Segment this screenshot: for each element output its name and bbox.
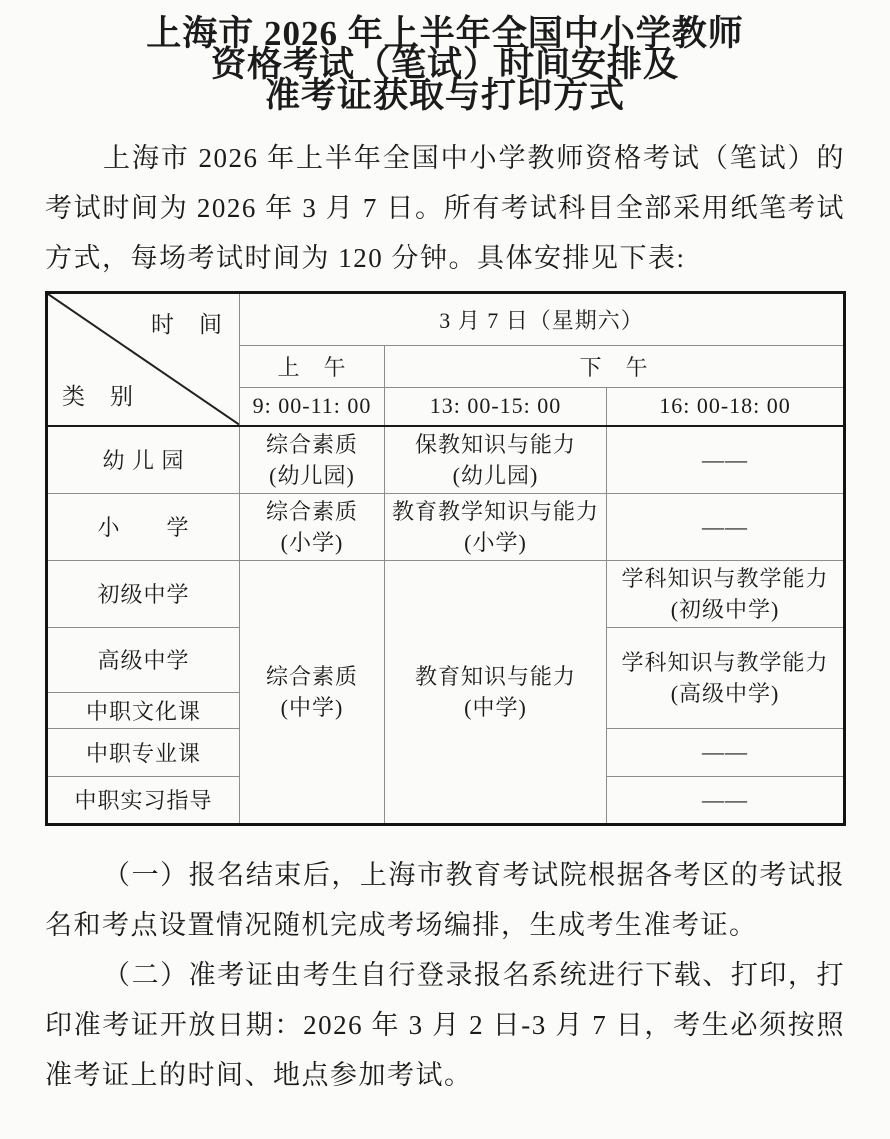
notes-section	[45, 850, 845, 1100]
subject-cell-secondary-afternoon	[385, 560, 607, 824]
category-cell-senior-high: 高级中学	[47, 627, 240, 692]
category-cell-junior-high: 初级中学	[47, 560, 240, 627]
document-title	[45, 14, 845, 115]
subject-name: 学科知识与教学能力	[621, 649, 829, 675]
subject-name: 综合素质	[265, 431, 358, 457]
subject-level: (初级中学)	[670, 596, 780, 622]
exam-schedule-table	[45, 291, 846, 826]
subject-level: (幼儿园)	[269, 462, 355, 488]
dash-cell: ——	[607, 426, 845, 494]
note-paragraph-2: （二）准考证由考生自行登录报名系统进行下载、打印，打印准考证开放日期：2026 年 3 月 2 日-3 月 7 日，考生必须按照准考证上的时间、地点参加考试。	[45, 959, 845, 1090]
subject-level: (小学)	[280, 529, 344, 555]
category-cell-vocational-specialty: 中职专业课	[47, 728, 240, 776]
subject-level: (中学)	[464, 694, 527, 720]
subject-cell-secondary-morning	[240, 560, 385, 824]
morning-header-cell: 上 午	[240, 346, 385, 388]
subject-name: 综合素质	[265, 498, 358, 524]
subject-cell-kindergarten-afternoon	[385, 426, 607, 494]
subject-name: 综合素质	[265, 663, 358, 689]
subject-name: 教育教学知识与能力	[391, 498, 599, 524]
intro-paragraph: 上海市 2026 年上半年全国中小学教师资格考试（笔试）的考试时间为 2026 年 3 月 7 日。所有考试科目全部采用纸笔考试方式，每场考试时间为 120 分钟。具体安排见下表:	[45, 143, 845, 273]
subject-level: (幼儿园)	[452, 462, 539, 488]
note-paragraph-1: （一）报名结束后，上海市教育考试院根据各考区的考试报名和考点设置情况随机完成考场编排，生成考生准考证。	[45, 859, 845, 940]
afternoon-header-cell: 下 午	[385, 346, 845, 388]
time-slot-afternoon-1: 13: 00-15: 00	[385, 388, 607, 426]
time-slot-afternoon-2: 16: 00-18: 00	[607, 388, 845, 426]
subject-name: 学科知识与教学能力	[621, 565, 829, 591]
corner-time-label: 时 间	[151, 312, 223, 337]
category-cell-vocational-culture: 中职文化课	[47, 692, 240, 728]
category-cell-primary: 小 学	[47, 493, 240, 560]
subject-cell-primary-afternoon	[385, 493, 607, 560]
subject-name: 教育知识与能力	[414, 663, 576, 689]
subject-cell-senior-high-late	[607, 627, 845, 728]
corner-header-cell	[47, 293, 240, 426]
category-cell-kindergarten: 幼 儿 园	[47, 426, 240, 494]
title-line-1: 上海市 2026 年上半年全国中小学教师	[146, 14, 744, 53]
date-header-cell: 3 月 7 日（星期六）	[240, 293, 845, 346]
category-cell-vocational-internship: 中职实习指导	[47, 776, 240, 824]
dash-cell: ——	[607, 728, 845, 776]
corner-category-label: 类 别	[62, 383, 134, 409]
time-slot-morning: 9: 00-11: 00	[240, 388, 385, 426]
subject-level: (中学)	[280, 694, 344, 720]
title-line-2: 资格考试（笔试）时间安排及	[210, 45, 679, 84]
title-line-3: 准考证获取与打印方式	[264, 76, 625, 115]
subject-name: 保教知识与能力	[414, 431, 576, 457]
subject-cell-junior-high-late	[607, 560, 845, 627]
subject-cell-kindergarten-morning	[240, 426, 385, 494]
subject-level: (高级中学)	[670, 680, 780, 706]
dash-cell: ——	[607, 493, 845, 560]
subject-cell-primary-morning	[240, 493, 385, 560]
dash-cell: ——	[607, 776, 845, 824]
subject-level: (小学)	[464, 529, 527, 555]
